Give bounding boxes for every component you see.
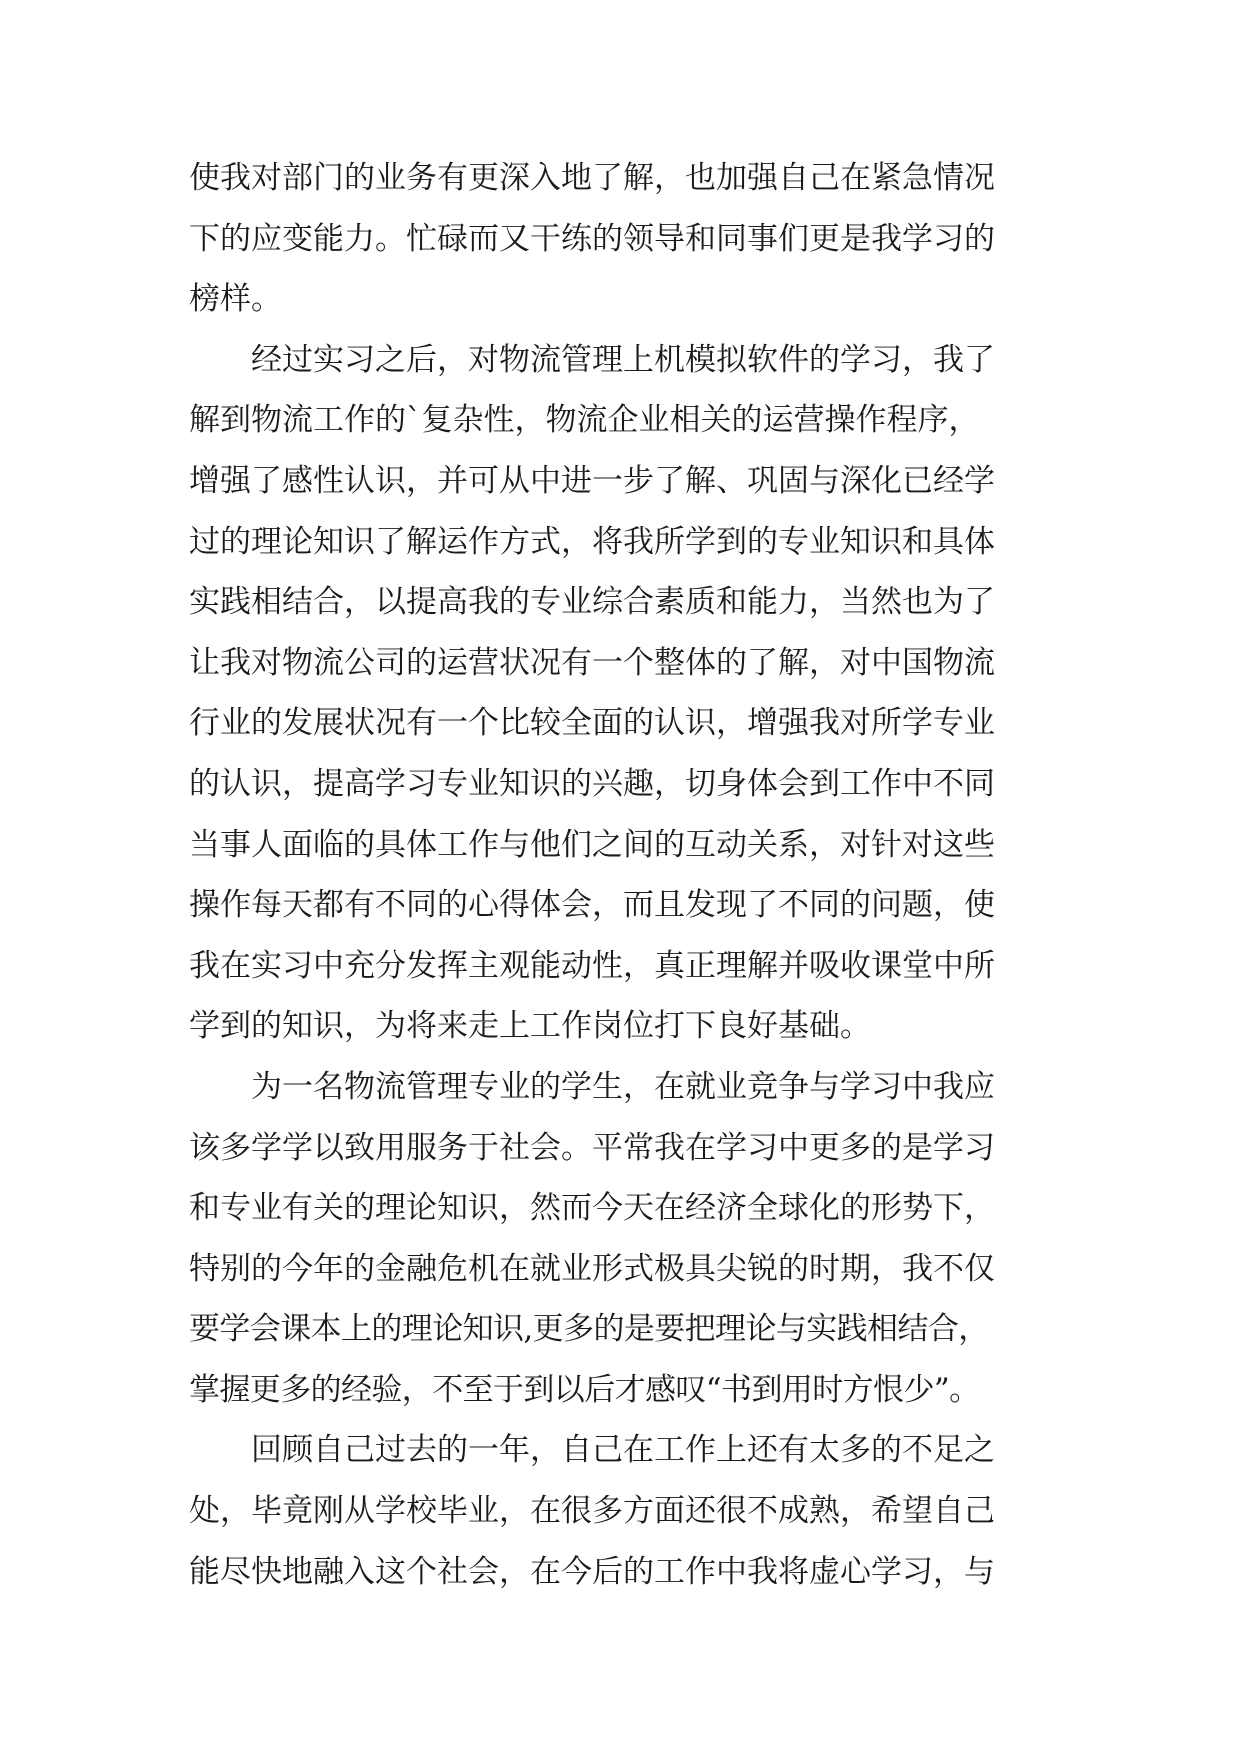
text-line: 让我对物流公司的运营状况有一个整体的了解，对中国物流 — [189, 644, 995, 681]
text-line: 学到的知识，为将来走上工作岗位打下良好基础。 — [189, 1008, 871, 1045]
text-line: 我在实习中充分发挥主观能动性，真正理解并吸收课堂中所 — [189, 947, 995, 984]
body-text — [189, 148, 1064, 1602]
text-line: 处，毕竟刚从学校毕业，在很多方面还很不成熟，希望自己 — [189, 1493, 995, 1530]
text-line: 操作每天都有不同的心得体会，而且发现了不同的问题，使 — [189, 887, 995, 924]
text-line: 增强了感性认识，并可从中进一步了解、巩固与深化已经学 — [189, 462, 995, 499]
text-line: 掌握更多的经验，不至于到以后才感叹“书到用时方恨少”。 — [189, 1371, 980, 1408]
text-line: 该多学学以致用服务于社会。平常我在学习中更多的是学习 — [189, 1129, 995, 1166]
paragraph-first-line: 经过实习之后，对物流管理上机模拟软件的学习，我了 — [251, 341, 995, 378]
text-line: 和专业有关的理论知识，然而今天在经济全球化的形势下， — [189, 1190, 995, 1227]
text-line: 的认识，提高学习专业知识的兴趣，切身体会到工作中不同 — [189, 765, 995, 802]
text-line: 解到物流工作的`复杂性，物流企业相关的运营操作程序， — [189, 402, 980, 439]
paragraph-first-line: 为一名物流管理专业的学生，在就业竞争与学习中我应 — [251, 1068, 995, 1105]
text-line: 行业的发展状况有一个比较全面的认识，增强我对所学专业 — [189, 705, 995, 742]
paragraph-first-line: 回顾自己过去的一年，自己在工作上还有太多的不足之 — [251, 1432, 995, 1469]
text-line: 特别的今年的金融危机在就业形式极具尖锐的时期，我不仅 — [189, 1250, 995, 1287]
text-line: 能尽快地融入这个社会，在今后的工作中我将虚心学习，与 — [189, 1553, 995, 1590]
text-line: 实践相结合，以提高我的专业综合素质和能力，当然也为了 — [189, 584, 995, 621]
text-line: 要学会课本上的理论知识,更多的是要把理论与实践相结合， — [189, 1311, 989, 1348]
text-line: 使我对部门的业务有更深入地了解，也加强自己在紧急情况 — [189, 160, 995, 196]
text-line: 当事人面临的具体工作与他们之间的互动关系，对针对这些 — [189, 826, 995, 863]
text-line: 过的理论知识了解运作方式，将我所学到的专业知识和具体 — [189, 523, 995, 560]
text-line: 下的应变能力。忙碌而又干练的领导和同事们更是我学习的 — [189, 220, 995, 257]
text-line: 榜样。 — [189, 281, 282, 318]
